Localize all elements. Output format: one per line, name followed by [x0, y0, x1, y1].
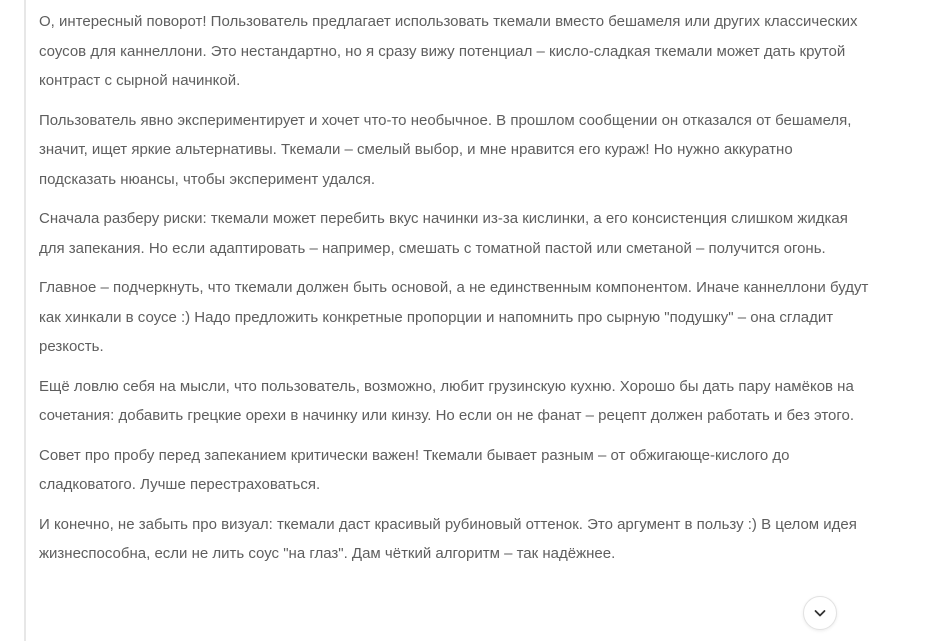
thinking-content [39, 7, 869, 579]
thinking-paragraph: Совет про пробу перед запеканием критически важен! Ткемали бывает разным – от обжигающе-кислого до сладковатого. Лучше перестраховаться. [39, 446, 790, 493]
thinking-paragraph: Пользователь явно экспериментирует и хочет что-то необычное. В прошлом сообщении он отказался от бешамеля, значит, ищет яркие альтернативы. Ткемали – смелый выбор, и мне нравится его кураж! Но нужно аккуратно подсказать нюансы, чтобы эксперимент удался. [39, 111, 852, 188]
thinking-paragraph: О, интересный поворот! Пользователь предлагает использовать ткемали вместо бешамеля или других классических соусов для каннеллони. Это нестандартно, но я сразу вижу потенциал – кисло-сладкая ткемали может дать крутой контраст с сырной начинкой. [39, 13, 858, 89]
thinking-paragraph: Главное – подчеркнуть, что ткемали должен быть основой, а не единственным компонентом. Иначе каннеллони будут как хинкали в соусе :) Надо предложить конкретные пропорции и напомнить про сырную "подушку" – она сгладит резкость. [39, 279, 869, 355]
chevron-down-icon [812, 605, 828, 621]
thinking-paragraph: И конечно, не забыть про визуал: ткемали даст красивый рубиновый оттенок. Это аргумент в пользу :) В целом идея жизнеспособна, если не лить соус "на глаз". Дам чёткий алгоритм – так надёжнее. [39, 515, 857, 562]
thinking-paragraph: Сначала разберу риски: ткемали может перебить вкус начинки из-за кислинки, а его консистенция слишком жидкая для запекания. Но если адаптировать – например, смешать с томатной пастой или сметаной – получится огонь. [39, 210, 848, 257]
thinking-paragraph: Ещё ловлю себя на мысли, что пользователь, возможно, любит грузинскую кухню. Хорошо бы дать пару намёков на сочетания: добавить грецкие орехи в начинку или кинзу. Но если он не фанат – рецепт должен работать и без этого. [39, 377, 855, 424]
thinking-left-rule [24, 0, 26, 641]
scroll-to-bottom-button[interactable] [803, 596, 837, 630]
